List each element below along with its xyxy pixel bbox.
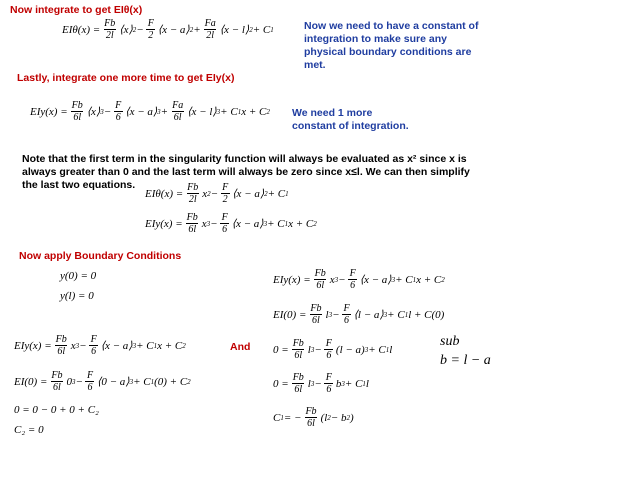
equation-right-step1: 0 = $\frac{Fb}{6l}$ l 3 − $\frac{F}{6}$ (l − a) 3 + C 1 l (273, 338, 393, 361)
equation-left-at-zero: EI(0) = $\frac{Fb}{6l}$ 0 3 − $\frac{F}{6}$ ⟨0 − a⟩ 3 + C 1 (0) + C 2 (14, 370, 191, 393)
substitution-equation: b = l − a (440, 353, 491, 368)
heading-integrate-deflection: Lastly, integrate one more time to get EIy(x) (17, 72, 235, 84)
equation-c2-derivation: 0 = 0 − 0 + 0 + C₂ (14, 404, 99, 416)
equation-c1-result: C 1 = − $\frac{Fb}{6l}$ (l 2 − b 2 ) (273, 406, 354, 429)
boundary-condition-2: y(l) = 0 (60, 290, 94, 302)
paragraph-singularity-note: Note that the first term in the singularity function will always be evaluated as x² since x is always greater than 0 and the last term will always be zero since x≤l. We can then simplify the last two equations. (22, 153, 470, 191)
equation-c2-result: C₂ = 0 (14, 424, 44, 436)
and-label: And (230, 341, 251, 353)
note-constant-of-integration: Now we need to have a constant of integration to make sure any physical boundary conditions are met. (304, 20, 479, 71)
heading-integrate-theta: Now integrate to get EIθ(x) (10, 4, 143, 16)
boundary-condition-1: y(0) = 0 (60, 270, 97, 282)
heading-boundary-conditions: Now apply Boundary Conditions (19, 250, 182, 262)
equation-right-step2: 0 = $\frac{Fb}{6l}$ l 3 − $\frac{F}{6}$ b 3 + C 1 l (273, 372, 369, 395)
equation-right-general: EIy(x) = $\frac{Fb}{6l}$ x 3 − $\frac{F}{6}$ ⟨x − a⟩ 3 + C 1 x + C 2 (273, 268, 445, 291)
equation-left-general: EIy(x) = $\frac{Fb}{6l}$ x 3 − $\frac{F}{6}$ ⟨x − a⟩ 3 + C 1 x + C 2 (14, 334, 186, 357)
note-one-more-constant: We need 1 more constant of integration. (292, 107, 409, 132)
equation-deflection-full: EIy(x) = $\frac{Fb}{6l}$ ⟨x⟩ 3 − $\frac{F}{6}$ ⟨x − a⟩ 3 + $\frac{Fa}{6l}$ ⟨x − l⟩ 3 + C 1 x + C 2 (30, 100, 270, 123)
equation-theta-full: EIθ(x) = $\frac{Fb}{2l}$ ⟨x⟩ 2 − $\frac{F}{2}$ ⟨x − a⟩ 2 + $\frac{Fa}{2l}$ ⟨x − l⟩ 2 + C 1 (62, 18, 274, 41)
equation-deflection-simplified: EIy(x) = $\frac{Fb}{6l}$ x 3 − $\frac{F}{6}$ ⟨x − a⟩ 3 + C 1 x + C 2 (145, 212, 317, 235)
substitution-label: sub (440, 334, 460, 349)
equation-theta-simplified: EIθ(x) = $\frac{Fb}{2l}$ x 2 − $\frac{F}{2}$ ⟨x − a⟩ 2 + C 1 (145, 182, 289, 205)
equation-right-at-zero: EI(0) = $\frac{Fb}{6l}$ l 3 − $\frac{F}{6}$ ⟨l − a⟩ 3 + C 1 l + C(0) (273, 303, 445, 326)
